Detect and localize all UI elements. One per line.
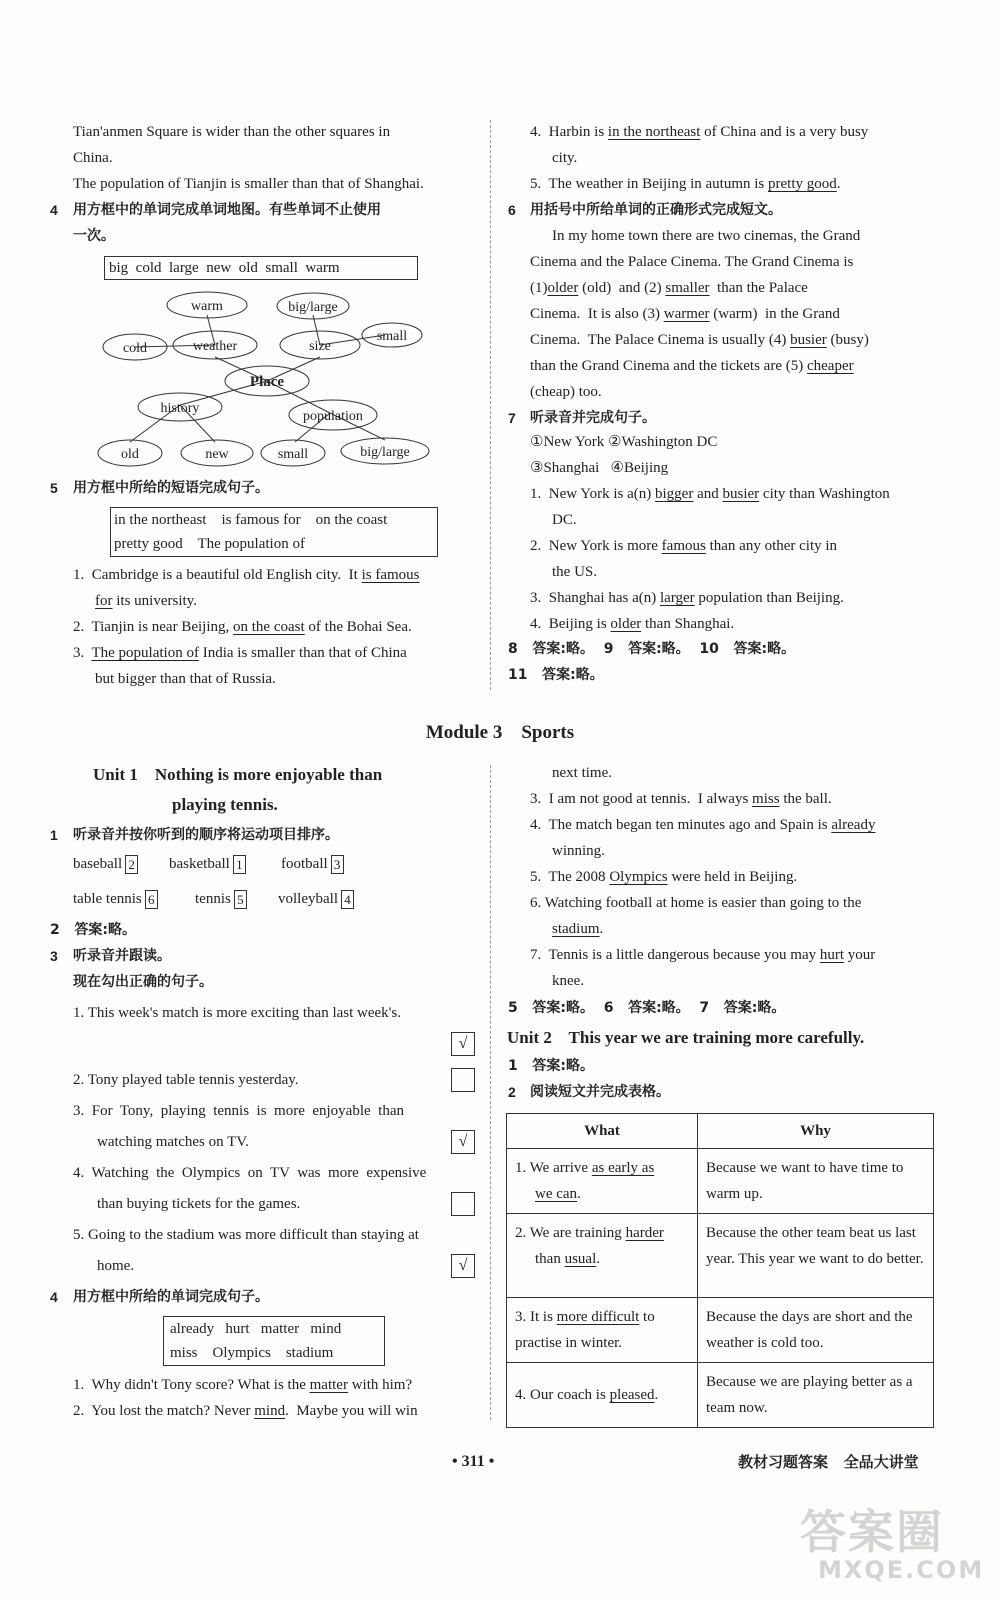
unit-title: Unit 1 Nothing is more enjoyable than bbox=[93, 765, 383, 784]
statement: home. bbox=[97, 1258, 135, 1274]
answer-line: 1 答案:略。 bbox=[508, 1058, 594, 1074]
passage-line: In my home town there are two cinemas, the Grand bbox=[552, 228, 861, 244]
sentence: DC. bbox=[552, 512, 577, 528]
table-header-why: Why bbox=[698, 1114, 934, 1149]
passage-line: Cinema. The Palace Cinema is usually (4) busier (busy) bbox=[530, 332, 869, 348]
footer-label: 教材习题答案 全品大讲堂 bbox=[738, 1453, 919, 1471]
sentence: 1. Cambridge is a beautiful old English city. It is famous bbox=[73, 567, 420, 583]
word-box bbox=[163, 1316, 385, 1366]
check-box bbox=[451, 1192, 475, 1216]
options-line: ③Shanghai ④Beijing bbox=[530, 460, 669, 476]
sentence: 4. Harbin is in the northeast of China and is a very busy bbox=[530, 124, 869, 140]
table-row bbox=[507, 1149, 934, 1214]
passage-line: (1)older (old) and (2) smaller than the Palace bbox=[530, 280, 808, 296]
passage-line: Cinema and the Palace Cinema. The Grand Cinema is bbox=[530, 254, 854, 270]
check-box: √ bbox=[451, 1032, 475, 1056]
table-cell-what: 3. It is more difficult to practise in winter. bbox=[507, 1298, 698, 1363]
table-header-row bbox=[507, 1114, 934, 1149]
word-box-line: already hurt matter mind bbox=[170, 1321, 342, 1337]
statement: 5. Going to the stadium was more difficult than staying at bbox=[73, 1227, 419, 1243]
sport-item: football 3 bbox=[281, 854, 344, 874]
map-node-size: size bbox=[309, 339, 331, 354]
table-row bbox=[507, 1214, 934, 1298]
page-number: • 311 • bbox=[452, 1453, 495, 1470]
answer-line: 8 答案:略。 9 答案:略。 10 答案:略。 bbox=[508, 641, 796, 657]
table-cell-why: Because the days are short and the weather is cold too. bbox=[698, 1298, 934, 1363]
sentence: but bigger than that of Russia. bbox=[95, 671, 276, 687]
map-node-history: history bbox=[160, 401, 200, 416]
question-number: 4 bbox=[50, 1289, 58, 1305]
map-node-old: old bbox=[121, 447, 139, 462]
check-box: √ bbox=[451, 1130, 475, 1154]
statement: than buying tickets for the games. bbox=[97, 1196, 301, 1212]
question-number: 1 bbox=[50, 827, 58, 843]
sentence: 4. The match began ten minutes ago and Spain is already bbox=[530, 817, 876, 833]
text-line: Tian'anmen Square is wider than the other squares in bbox=[73, 124, 391, 140]
statement: 1. This week's match is more exciting than last week's. bbox=[73, 1005, 401, 1021]
table-cell-why: Because we are playing better as a team now. bbox=[698, 1363, 934, 1428]
sentence: 1. Why didn't Tony score? What is the matter with him? bbox=[73, 1377, 413, 1393]
sentence: 3. I am not good at tennis. I always miss the ball. bbox=[530, 791, 832, 807]
question-title: 听录音并跟读。 bbox=[73, 948, 171, 964]
text-line: The population of Tianjin is smaller than that of Shanghai. bbox=[73, 176, 424, 192]
passage-line: (cheap) too. bbox=[530, 384, 602, 400]
passage-line: than the Grand Cinema and the tickets are (5) cheaper bbox=[530, 358, 854, 374]
table-row bbox=[507, 1298, 934, 1363]
sentence: the US. bbox=[552, 564, 597, 580]
sport-item: basketball 1 bbox=[169, 854, 246, 874]
answer-line: 11 答案:略。 bbox=[508, 667, 604, 683]
unit-title: playing tennis. bbox=[172, 795, 278, 814]
column-divider bbox=[490, 120, 491, 690]
table-cell-why: Because the other team beat us last year. This year we want to do better. bbox=[698, 1214, 934, 1298]
sentence: 1. New York is a(n) bigger and busier city than Washington bbox=[530, 486, 890, 502]
statement: 3. For Tony, playing tennis is more enjoyable than bbox=[73, 1103, 404, 1119]
options-line: ①New York ②Washington DC bbox=[530, 434, 718, 450]
map-node-small-2: small bbox=[277, 447, 309, 462]
map-node-warm: warm bbox=[191, 299, 223, 314]
answer-line: 2 答案:略。 bbox=[50, 922, 136, 938]
answer-line: 5 答案:略。 6 答案:略。 7 答案:略。 bbox=[508, 1000, 786, 1016]
word-box bbox=[104, 256, 418, 280]
statement: 4. Watching the Olympics on TV was more expensive bbox=[73, 1165, 427, 1181]
sentence: 5. The weather in Beijing in autumn is pretty good. bbox=[530, 176, 841, 192]
question-title: 阅读短文并完成表格。 bbox=[530, 1084, 670, 1100]
table-row bbox=[507, 1363, 934, 1428]
question-title: 用括号中所给单词的正确形式完成短文。 bbox=[530, 202, 782, 218]
passage-line: Cinema. It is also (3) warmer (warm) in the Grand bbox=[530, 306, 840, 322]
statement: watching matches on TV. bbox=[97, 1134, 249, 1150]
sentence: 6. Watching football at home is easier than going to the bbox=[530, 895, 862, 911]
question-title: 用方框中所给的短语完成句子。 bbox=[73, 480, 269, 496]
map-node-big-large-2: big/large bbox=[360, 445, 410, 460]
word-map bbox=[95, 285, 435, 470]
watermark-site: MXQE.COM bbox=[818, 1556, 985, 1584]
sentence: next time. bbox=[552, 765, 612, 781]
question-number: 6 bbox=[508, 202, 516, 218]
table-cell-why: Because we want to have time to warm up. bbox=[698, 1149, 934, 1214]
sentence: for its university. bbox=[95, 593, 197, 609]
question-title: 听录音并按你听到的顺序将运动项目排序。 bbox=[73, 827, 339, 843]
phrase-box-line: pretty good The population of bbox=[114, 536, 305, 552]
question-number: 5 bbox=[50, 480, 58, 496]
map-node-cold: cold bbox=[122, 341, 148, 356]
column-divider bbox=[490, 765, 491, 1420]
map-node-place: Place bbox=[249, 374, 285, 390]
watermark-logo: 答案圈 bbox=[800, 1505, 944, 1559]
sport-item: table tennis 6 bbox=[73, 889, 158, 909]
sport-item: volleyball 4 bbox=[278, 889, 354, 909]
text-line: China. bbox=[73, 150, 113, 166]
table-cell-what: 1. We arrive as early as we can. bbox=[507, 1149, 698, 1214]
sentence: 2. New York is more famous than any other city in bbox=[530, 538, 838, 554]
question-number: 7 bbox=[508, 410, 516, 426]
map-node-small: small bbox=[376, 329, 408, 344]
statement: 2. Tony played table tennis yesterday. bbox=[73, 1072, 299, 1088]
phrase-box bbox=[110, 507, 438, 557]
sentence: 7. Tennis is a little dangerous because you may hurt your bbox=[530, 947, 876, 963]
question-title: 用方框中所给的单词完成句子。 bbox=[73, 1289, 269, 1305]
question-number: 4 bbox=[50, 202, 58, 218]
table-cell-what: 2. We are training harder than usual. bbox=[507, 1214, 698, 1298]
sentence: 2. Tianjin is near Beijing, on the coast of the Bohai Sea. bbox=[73, 619, 412, 635]
question-title: 一次。 bbox=[73, 228, 115, 244]
question-title: 听录音并完成句子。 bbox=[530, 410, 656, 426]
unit-title: Unit 2 This year we are training more carefully. bbox=[507, 1028, 865, 1047]
sentence: knee. bbox=[552, 973, 585, 989]
question-title: 现在勾出正确的句子。 bbox=[73, 974, 213, 990]
sentence: 5. The 2008 Olympics were held in Beijing. bbox=[530, 869, 798, 885]
table-cell-what: 4. Our coach is pleased. bbox=[507, 1363, 698, 1428]
table-header-what: What bbox=[507, 1114, 698, 1149]
word-box-line: miss Olympics stadium bbox=[170, 1345, 334, 1361]
sentence: 2. You lost the match? Never mind. Maybe you will win bbox=[73, 1403, 418, 1419]
what-why-table bbox=[506, 1113, 934, 1428]
phrase-box-line: in the northeast is famous for on the coast bbox=[114, 512, 388, 528]
check-box: √ bbox=[451, 1254, 475, 1278]
word-box-text: big cold large new old small warm bbox=[109, 260, 340, 276]
map-node-big-large: big/large bbox=[288, 300, 338, 315]
sentence: winning. bbox=[552, 843, 605, 859]
question-number: 3 bbox=[50, 948, 58, 964]
map-node-population: population bbox=[303, 409, 363, 424]
sentence: 4. Beijing is older than Shanghai. bbox=[530, 616, 735, 632]
sport-item: tennis 5 bbox=[195, 889, 247, 909]
sentence: 3. The population of India is smaller than that of China bbox=[73, 645, 407, 661]
sentence: city. bbox=[552, 150, 578, 166]
map-node-new: new bbox=[205, 447, 229, 462]
module-title: Module 3 Sports bbox=[425, 722, 575, 743]
sentence: stadium. bbox=[552, 921, 604, 937]
sport-item: baseball 2 bbox=[73, 854, 138, 874]
question-number: 2 bbox=[508, 1084, 516, 1100]
check-box bbox=[451, 1068, 475, 1092]
sentence: 3. Shanghai has a(n) larger population than Beijing. bbox=[530, 590, 844, 606]
question-title: 用方框中的单词完成单词地图。有些单词不止使用 bbox=[73, 202, 381, 218]
map-node-weather: weather bbox=[192, 339, 238, 354]
